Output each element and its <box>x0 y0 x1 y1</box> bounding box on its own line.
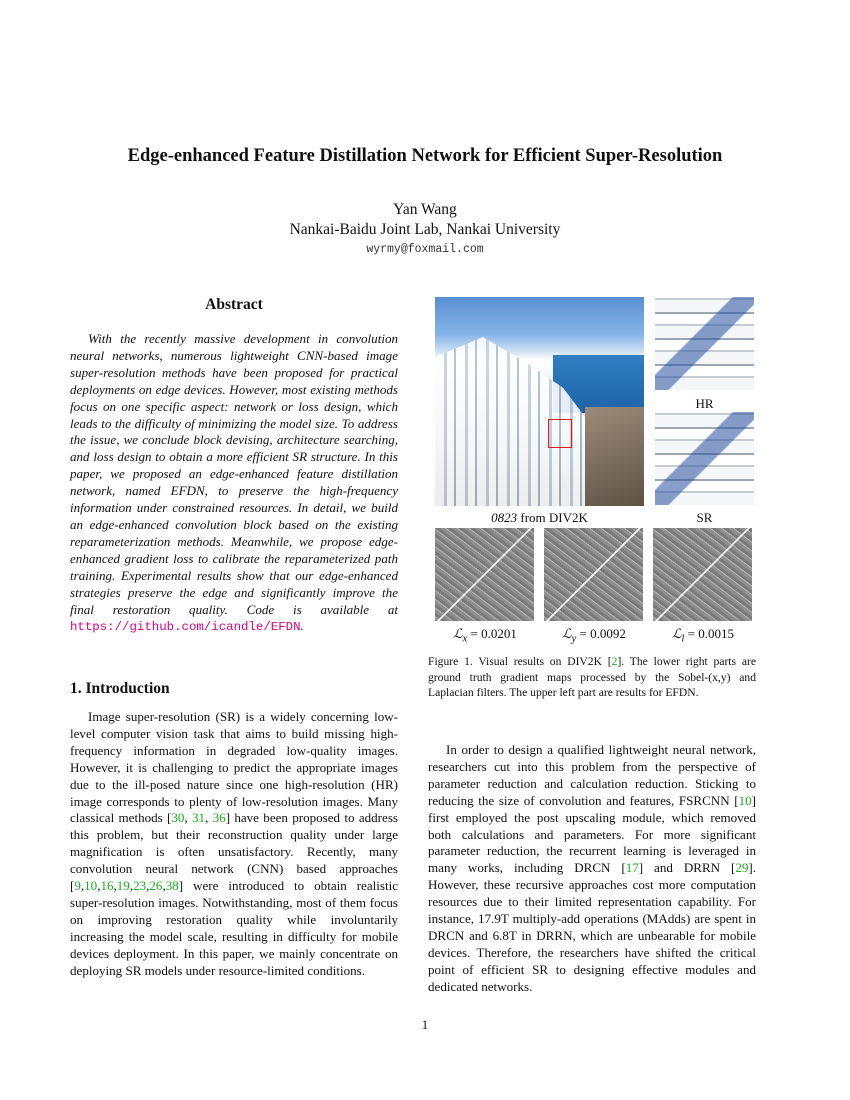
code-link[interactable]: https://github.com/icandle/EFDN <box>70 620 301 635</box>
citation-link[interactable]: 36 <box>212 810 226 826</box>
hr-crop-image <box>655 297 754 390</box>
gradient-map-y <box>544 528 643 621</box>
hr-label: HR <box>695 396 714 411</box>
abstract-end: . <box>300 618 304 634</box>
intro-text: ]. However, these recursive approaches cost more computation resources due to their limited representation capability. For instance, 17.9T multiply-add operations (MAdds) are spent in DRCN and 6.8T in DRRN, which are unbearable for mobile devices. Therefore, the researchers have shifted the critical point of efficient SR to designing effective modules and dedicated networks. <box>428 860 757 994</box>
zoom-region-box <box>548 419 572 448</box>
citation-link[interactable]: 31 <box>192 810 206 826</box>
image-id: 0823 <box>491 510 518 525</box>
intro-text: ] have been proposed to address this problem, but their reconstruction quality under large magnification is often unsatisfactory. Recently, many convolution neural network (CNN) based approaches [ <box>70 810 398 894</box>
abstract-heading: Abstract <box>205 296 263 313</box>
loss-y-label: ℒ$_y$ = 0.0092 <box>562 626 626 645</box>
loss-x-label: ℒ$_x$ = 0.0201 <box>453 626 517 645</box>
introduction-heading: 1. Introduction <box>70 680 170 697</box>
gradient-map-laplacian <box>653 528 752 621</box>
intro-paragraph-1: Image super-resolution (SR) is a widely concerning low-level computer vision task that aims to build missing high-frequency information in degraded low-quality images. However, it is challenging to predict the appropriate images due to the ill-posed nature since one high-resolution (HR) image corresponds to plenty of low-resolution images. Many classical methods [30, 31, 36] have been proposed to address this problem, but their reconstruction quality under large magnification is often unsatisfactory. Recently, many convolution neural network (CNN) based approaches [9,10,16,19,23,26,38] were introduced to obtain realistic super-resolution images. Notwithstanding, most of them focus on improving restoration quality while involuntarily increasing the model scale, resulting in difficulty for mobile devices deployment. In this paper, we mainly concentrate on deploying SR models under resource-limited conditions. <box>70 709 398 978</box>
santorini-image <box>435 297 644 506</box>
citation-link[interactable]: 19 <box>116 878 130 894</box>
image-dataset: from DIV2K <box>517 510 588 525</box>
citation-link[interactable]: 23 <box>133 878 147 894</box>
author-name: Yan Wang <box>393 201 457 218</box>
cliff-region <box>585 407 644 506</box>
citation-link[interactable]: 2 <box>611 655 618 668</box>
citation-link[interactable]: 9 <box>74 878 81 894</box>
intro-text: Image super-resolution (SR) is a widely concerning low-level computer vision task that aims to build missing high-frequency information in degraded low-quality images. However, it is challenging to predict the appropriate images due to the ill-posed nature since one high-resolution (HR) image corresponds to plenty of low-resolution images. Many classical methods [ <box>70 709 398 826</box>
citation-link[interactable]: 10 <box>738 792 752 808</box>
citation-link[interactable]: 17 <box>625 860 639 876</box>
sr-crop-image <box>655 412 754 505</box>
author-email[interactable]: wyrmy@foxmail.com <box>366 243 484 256</box>
sr-label: SR <box>696 510 713 525</box>
author-affiliation: Nankai-Baidu Joint Lab, Nankai University <box>289 221 561 238</box>
intro-text: ] were introduced to obtain realistic super-resolution images. Notwithstanding, most of them focus on improving restoration quality while involuntarily increasing the model scale, resulting in difficulty for mobile devices deployment. In this paper, we mainly concentrate on deploying SR models under resource-limited conditions. <box>70 878 398 978</box>
loss-l-label: ℒ$_l$ = 0.0015 <box>672 626 734 645</box>
citation-link[interactable]: 16 <box>100 878 114 894</box>
abstract-body <box>70 331 398 636</box>
intro-paragraph-2 <box>428 742 756 996</box>
intro-text: ] first employed the post upscaling module, which removed both calculations and parameters. For more significant parameter reduction, the recurrent learning is leveraged in many works, including DRCN [ <box>428 792 756 876</box>
figure-caption: Figure 1. Visual results on DIV2K [2]. The lower right parts are ground truth gradient maps processed by the Sobel-(x,y) and Laplacian filters. The upper left part are results for EFDN. <box>428 655 756 700</box>
gradient-map-x <box>435 528 534 621</box>
image-source-label <box>435 510 644 526</box>
citation-link[interactable]: 10 <box>84 878 98 894</box>
page-number: 1 <box>421 1017 429 1032</box>
paper-title: Edge-enhanced Feature Distillation Network for Efficient Super-Resolution <box>127 146 723 166</box>
citation-link[interactable]: 38 <box>165 878 179 894</box>
intro-text: ] and DRRN [ <box>638 860 736 876</box>
abstract-text: With the recently massive development in convolution neural networks, numerous lightweight CNN-based image super-resolution methods have been proposed for practical deployments on edge devices. However, most existing methods focus on one specific aspect: network or loss design, which leads to the difficulty of minimizing the model size. To address the issue, we conclude block devising, architecture searching, and loss design to obtain a more efficient SR structure. In this paper, we proposed an edge-enhanced feature distillation network, named EFDN, to preserve the high-frequency information under constrained resources. In detail, we build an edge-enhanced convolution block based on the existing reparameterization methods. Meanwhile, we propose edge-enhanced gradient loss to calibrate the reparameterized path training. Experimental results show that our edge-enhanced strategies preserve the edge and significantly improve the final restoration quality. Code is available at <box>70 331 398 617</box>
citation-link[interactable]: 29 <box>735 860 749 876</box>
intro-text: In order to design a qualified lightweight neural network, researchers cut into this problem from the perspective of parameter reduction and calculation reduction. Sticking to reducing the size of convolution and features, FSRCNN [ <box>428 742 756 808</box>
citation-link[interactable]: 30 <box>171 810 185 826</box>
citation-link[interactable]: 26 <box>149 878 163 894</box>
